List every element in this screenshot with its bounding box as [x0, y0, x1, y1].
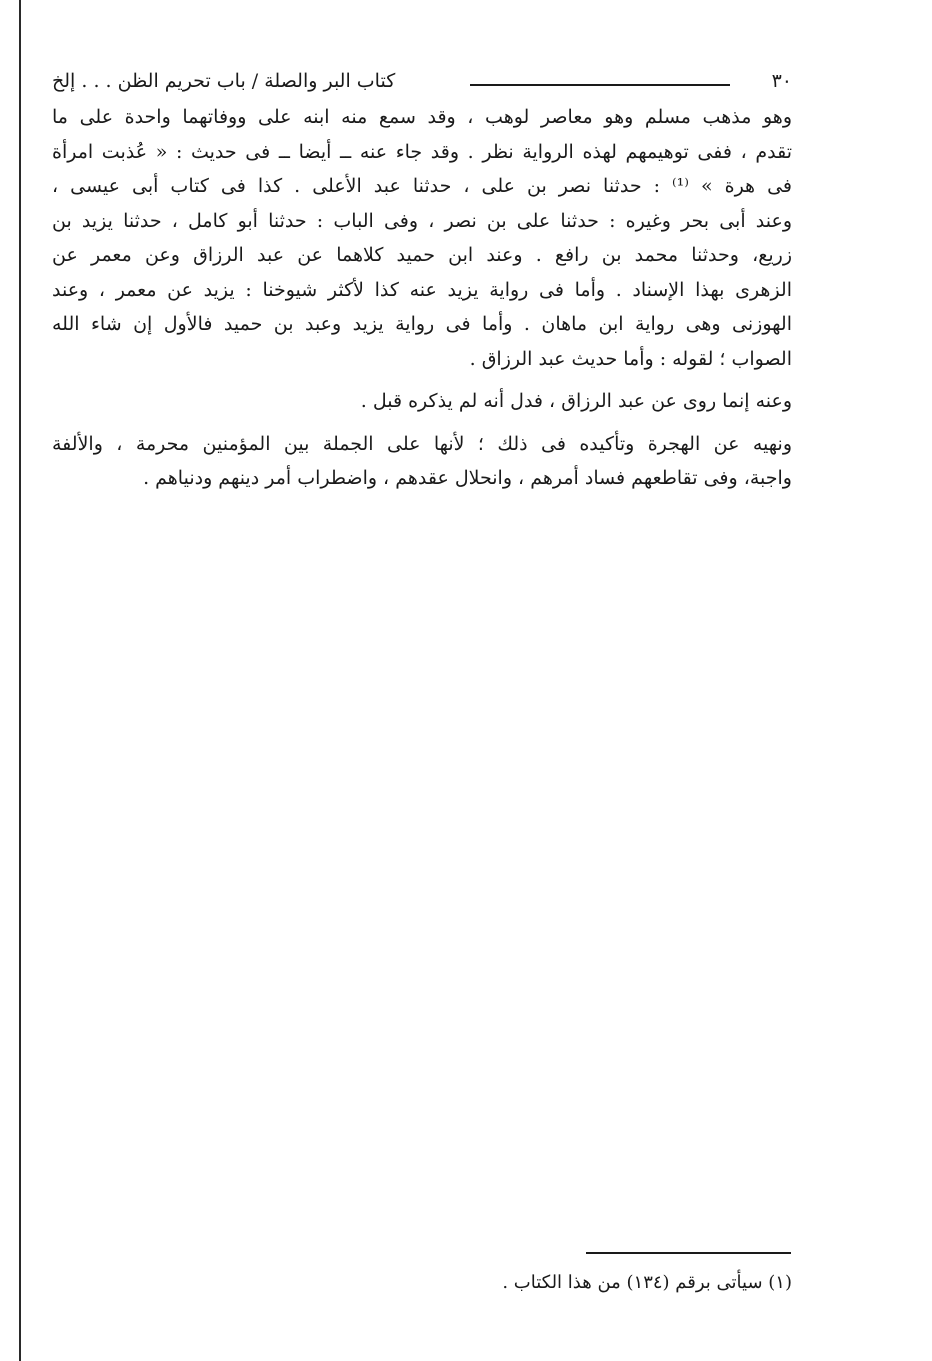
paragraph — [52, 384, 792, 419]
text-line: وعنه إنما روى عن عبد الرزاق ، فدل أنه لم يذكره قبل . — [360, 390, 792, 412]
text-line: ونهيه عن الهجرة وتأكيده فى ذلك ؛ لأنها على الجملة بين المؤمنين محرمة ، والألفة — [52, 432, 792, 455]
footnote-rule — [586, 1252, 791, 1254]
text-line: وهو مذهب مسلم وهو معاصر لوهب ، وقد سمع منه ابنه على ووفاتهما واحدة على ما — [52, 106, 792, 128]
text-line: الصواب ؛ لقوله : وأما حديث عبد الرزاق . — [469, 347, 792, 370]
text-line: واجبة، وفى تقاطعهم فساد أمرهم ، وانحلال عقدهم ، واضطراب أمر دينهم ودنياهم . — [143, 467, 792, 489]
running-title: كتاب البر والصلة / باب تحريم الظن . . . إلخ — [52, 70, 396, 92]
footnote: (١) سيأتى برقم (١٣٤) من هذا الكتاب . — [502, 1272, 792, 1293]
page-number: ٣٠ — [771, 70, 792, 92]
text-line: زريع، وحدثنا محمد بن رافع . وعند ابن حميد كلاهما عن عبد الرزاق وعن معمر عن — [52, 244, 792, 266]
paragraph — [52, 427, 792, 496]
text-line: وعند أبى بحر وغيره : حدثنا على بن نصر ، وفى الباب : حدثنا أبو كامل ، حدثنا يزيد بن — [52, 209, 792, 232]
book-page — [52, 60, 792, 496]
header-rule — [470, 84, 730, 86]
running-header — [52, 60, 792, 100]
text-line: الهوزنى وهى رواية ابن ماهان . وأما فى رواية يزيد وعبد بن حميد فالأول إن شاء الله — [52, 313, 792, 335]
paragraph — [52, 100, 792, 376]
text-line: تقدم ، ففى توهيمهم لهذه الرواية نظر . وقد جاء عنه ــ أيضا ــ فى حديث : « عُذبت امرأة — [52, 140, 792, 163]
text-line: فى هرة » ⁽¹⁾ : حدثنا نصر بن على ، حدثنا عبد الأعلى . كذا فى كتاب أبى عيسى ، — [52, 175, 793, 197]
scan-margin-line — [19, 0, 21, 1361]
text-line: الزهرى بهذا الإسناد . وأما فى رواية يزيد عنه كذا لأكثر شيوخنا : يزيد عن معمر ، وعند — [52, 278, 792, 301]
body-text — [52, 100, 792, 496]
